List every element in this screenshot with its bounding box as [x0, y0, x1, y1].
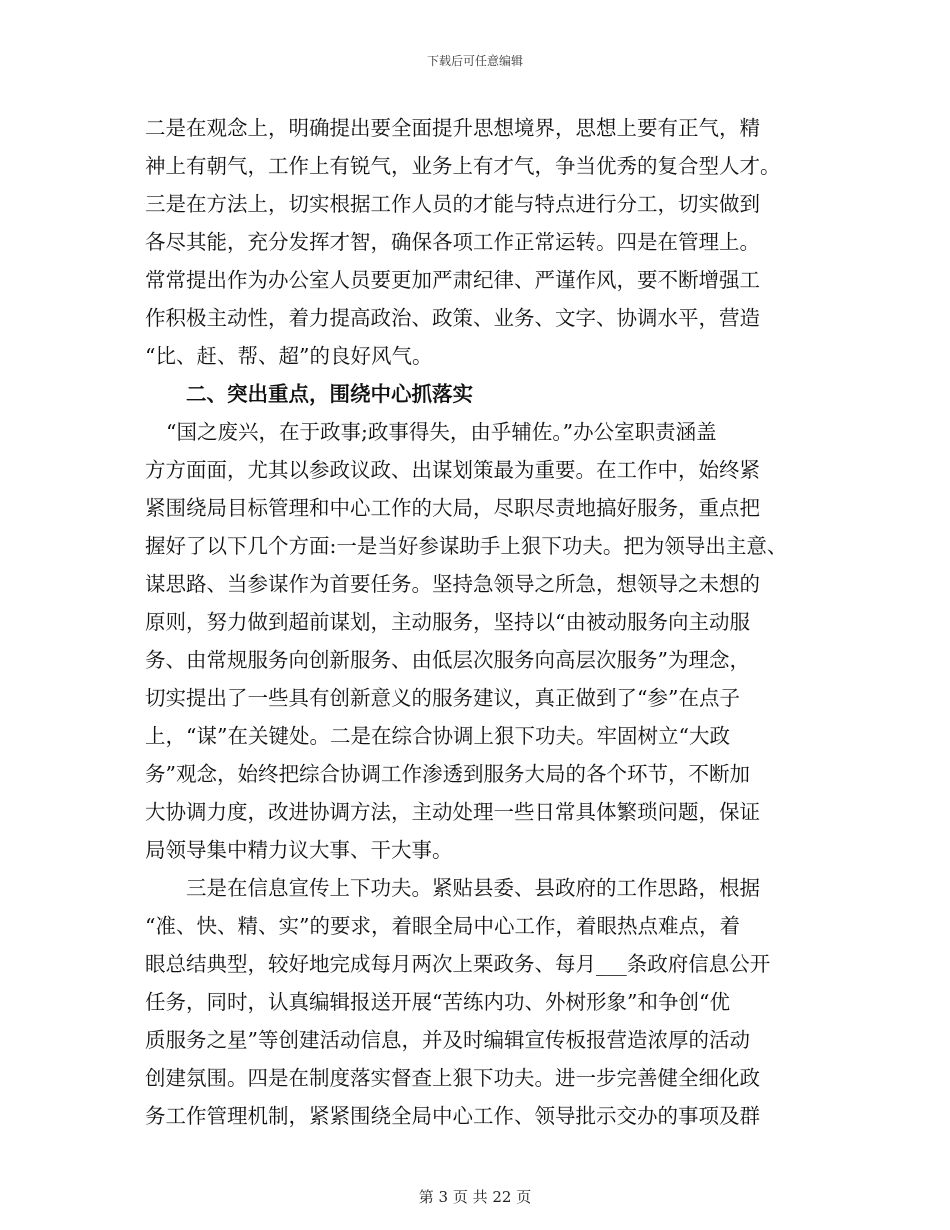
page-footer: 第 3 页 共 22 页: [418, 1188, 532, 1206]
text-line: 大协调力度，改进协调方法，主动处理一些日常具体繁琐问题，保证: [145, 800, 760, 824]
page-header: 下载后可任意编辑: [426, 54, 523, 68]
text-line: 眼总结典型，较好地完成每月两次上栗政务、每月___条政府信息公开: [145, 952, 771, 976]
text-line: 常常提出作为办公室人员要更加严肃纪律、严谨作风，要不断增强工: [145, 268, 760, 292]
text-line: 作积极主动性，着力提高政治、政策、业务、文字、协调水平，营造: [145, 306, 760, 330]
text-line: 方方面面，尤其以参政议政、出谋划策最为重要。在工作中，始终紧: [145, 458, 760, 482]
text-line: 二是在观念上，明确提出要全面提升思想境界，思想上要有正气，精: [145, 116, 760, 140]
text-line: 三是在方法上，切实根据工作人员的才能与特点进行分工，切实做到: [145, 192, 760, 216]
text-line: “比、赶、帮、超”的良好风气。: [145, 344, 433, 368]
text-line: 上，“谋”在关键处。二是在综合协调上狠下功夫。牢固树立“大政: [145, 724, 730, 748]
text-line: 务、由常规服务向创新服务、由低层次服务向高层次服务”为理念，: [145, 648, 750, 672]
text-line: “准、快、精、实”的要求，着眼全局中心工作，着眼热点难点，着: [145, 914, 740, 938]
text-line: 质服务之星”等创建活动信息，并及时编辑宣传板报营造浓厚的活动: [145, 1028, 750, 1052]
text-line: 局领导集中精力议大事、干大事。: [145, 838, 453, 862]
section-heading: 二、突出重点，围绕中心抓落实: [186, 382, 473, 406]
text-line: 任务，同时，认真编辑报送开展“苦练内功、外树形象”和争创“优: [145, 990, 730, 1014]
text-line: 紧围绕局目标管理和中心工作的大局，尽职尽责地搞好服务，重点把: [145, 496, 760, 520]
text-line: 务”观念，始终把综合协调工作渗透到服务大局的各个环节，不断加: [145, 762, 750, 786]
text-line: 务工作管理机制，紧紧围绕全局中心工作、领导批示交办的事项及群: [145, 1104, 760, 1128]
text-line: 创建氛围。四是在制度落实督查上狠下功夫。进一步完善健全细化政: [145, 1066, 760, 1090]
text-line: 三是在信息宣传上下功夫。紧贴县委、县政府的工作思路，根据: [186, 876, 760, 900]
text-line: 各尽其能，充分发挥才智，确保各项工作正常运转。四是在管理上。: [145, 230, 760, 254]
text-line: 神上有朝气，工作上有锐气，业务上有才气，争当优秀的复合型人才。: [145, 154, 781, 178]
text-line: “国之废兴，在于政事;政事得失，由乎辅佐。”办公室职责涵盖: [166, 420, 717, 444]
text-line: 原则，努力做到超前谋划，主动服务，坚持以“由被动服务向主动服: [145, 610, 750, 634]
text-line: 切实提出了一些具有创新意义的服务建议，真正做到了“参”在点子: [145, 686, 740, 710]
text-line: 谋思路、当参谋作为首要任务。坚持急领导之所急，想领导之未想的: [145, 572, 760, 596]
text-line: 握好了以下几个方面:一是当好参谋助手上狠下功夫。把为领导出主意、: [145, 534, 788, 558]
